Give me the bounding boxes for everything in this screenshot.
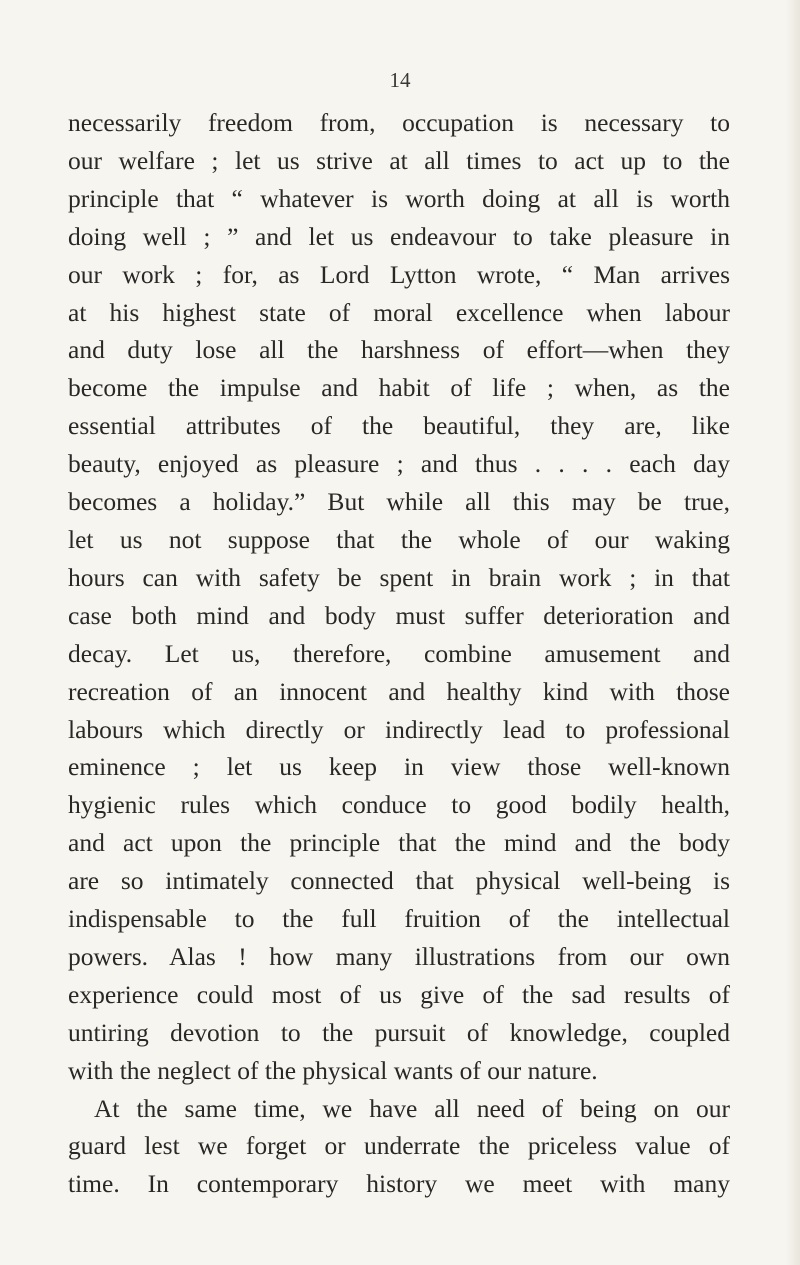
text-line: guard lest we forget or underrate the priceless value of [68, 1131, 730, 1161]
text-line: untiring devotion to the pursuit of knowledge, coupled [68, 1017, 730, 1047]
text-line: our welfare ; let us strive at all times to act up to the [68, 145, 730, 175]
text-line: hygienic rules which conduce to good bodily health, [68, 790, 730, 820]
text-line: powers. Alas ! how many illustrations from our own [68, 941, 730, 971]
text-line: our work ; for, as Lord Lytton wrote, “ Man arrives [68, 259, 730, 289]
text-line: doing well ; ” and let us endeavour to take pleasure in [68, 221, 730, 251]
text-line: experience could most of us give of the sad results of [68, 979, 730, 1009]
page-number: 14 [389, 68, 411, 92]
text-line: beauty, enjoyed as pleasure ; and thus . . . . each day [68, 449, 730, 479]
text-line: time. In contemporary history we meet with many [68, 1169, 730, 1199]
text-line: with the neglect of the physical wants of our nature. [68, 1055, 598, 1085]
text-line: becomes a holiday.” But while all this may be true, [68, 487, 730, 517]
text-line: eminence ; let us keep in view those well-known [68, 752, 730, 782]
text-line: case both mind and body must suffer deterioration and [68, 600, 730, 630]
text-line-paragraph-start: At the same time, we have all need of being on our [94, 1093, 730, 1123]
text-line: hours can with safety be spent in brain work ; in that [68, 562, 730, 592]
text-line: indispensable to the full fruition of the intellectual [68, 904, 730, 934]
text-line: recreation of an innocent and healthy kind with those [68, 676, 730, 706]
text-line: necessarily freedom from, occupation is necessary to [68, 108, 730, 137]
text-line: let us not suppose that the whole of our waking [68, 524, 730, 554]
text-line: become the impulse and habit of life ; when, as the [68, 373, 730, 403]
body-text [68, 104, 730, 1203]
text-line: and duty lose all the harshness of effort—when they [68, 335, 730, 365]
page-edge-shadow [786, 0, 800, 1265]
text-line: at his highest state of moral excellence when labour [68, 297, 730, 327]
text-line: decay. Let us, therefore, combine amusement and [68, 638, 730, 668]
text-line: and act upon the principle that the mind and the body [68, 828, 730, 858]
text-line: labours which directly or indirectly lead to professional [68, 714, 730, 744]
text-line: principle that “ whatever is worth doing at all is worth [68, 183, 730, 213]
text-line: essential attributes of the beautiful, they are, like [68, 411, 730, 441]
text-line: are so intimately connected that physical well-being is [68, 866, 730, 896]
